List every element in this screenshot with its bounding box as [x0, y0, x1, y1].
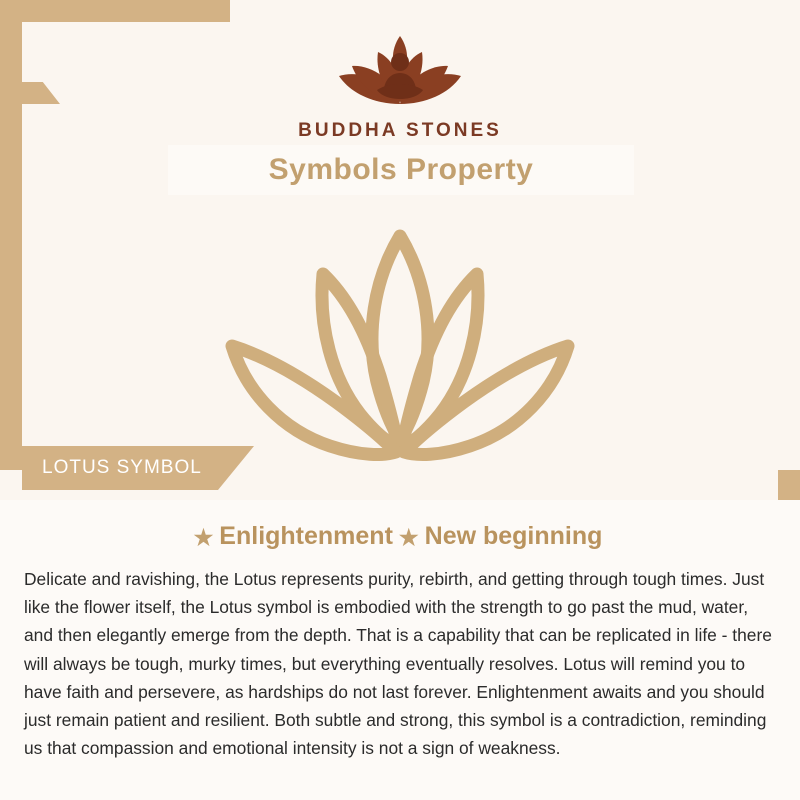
headline: [0, 522, 800, 551]
title-band: [168, 145, 634, 195]
ribbon-body: [22, 446, 218, 490]
ribbon-label: LOTUS SYMBOL: [42, 457, 202, 478]
page-title: Symbols Property: [268, 153, 534, 186]
brand-block: [0, 18, 800, 142]
headline-word-new-beginning: New beginning: [424, 522, 603, 550]
ribbon-tail: [218, 446, 254, 490]
headline-word-enlightenment: Enlightenment: [219, 522, 393, 550]
lotus-symbol-ribbon: [22, 446, 254, 490]
content-panel: [0, 500, 800, 800]
lotus-meditation-figure-icon: [305, 18, 495, 118]
star-icon-left: ★: [193, 524, 214, 550]
star-icon-middle: ★: [398, 524, 419, 550]
brand-name: BUDDHA STONES: [298, 120, 502, 141]
body-paragraph: Delicate and ravishing, the Lotus represents purity, rebirth, and getting through tough times. Just like the flower itself, the Lotus symbol is embodied with the strength to go past the mud, water, and then elegantly emerge from the depth. That is a capability that can be replicated in life - there will always be tough, murky times, but everything eventually resolves. Lotus will remind you to have faith and persevere, as hardships do not last forever. Enlightenment awaits and you should just remain patient and resilient. Both subtle and strong, this symbol is a contradiction, reminding us that compassion and emotional intensity is not a sign of weakness.: [24, 569, 772, 759]
